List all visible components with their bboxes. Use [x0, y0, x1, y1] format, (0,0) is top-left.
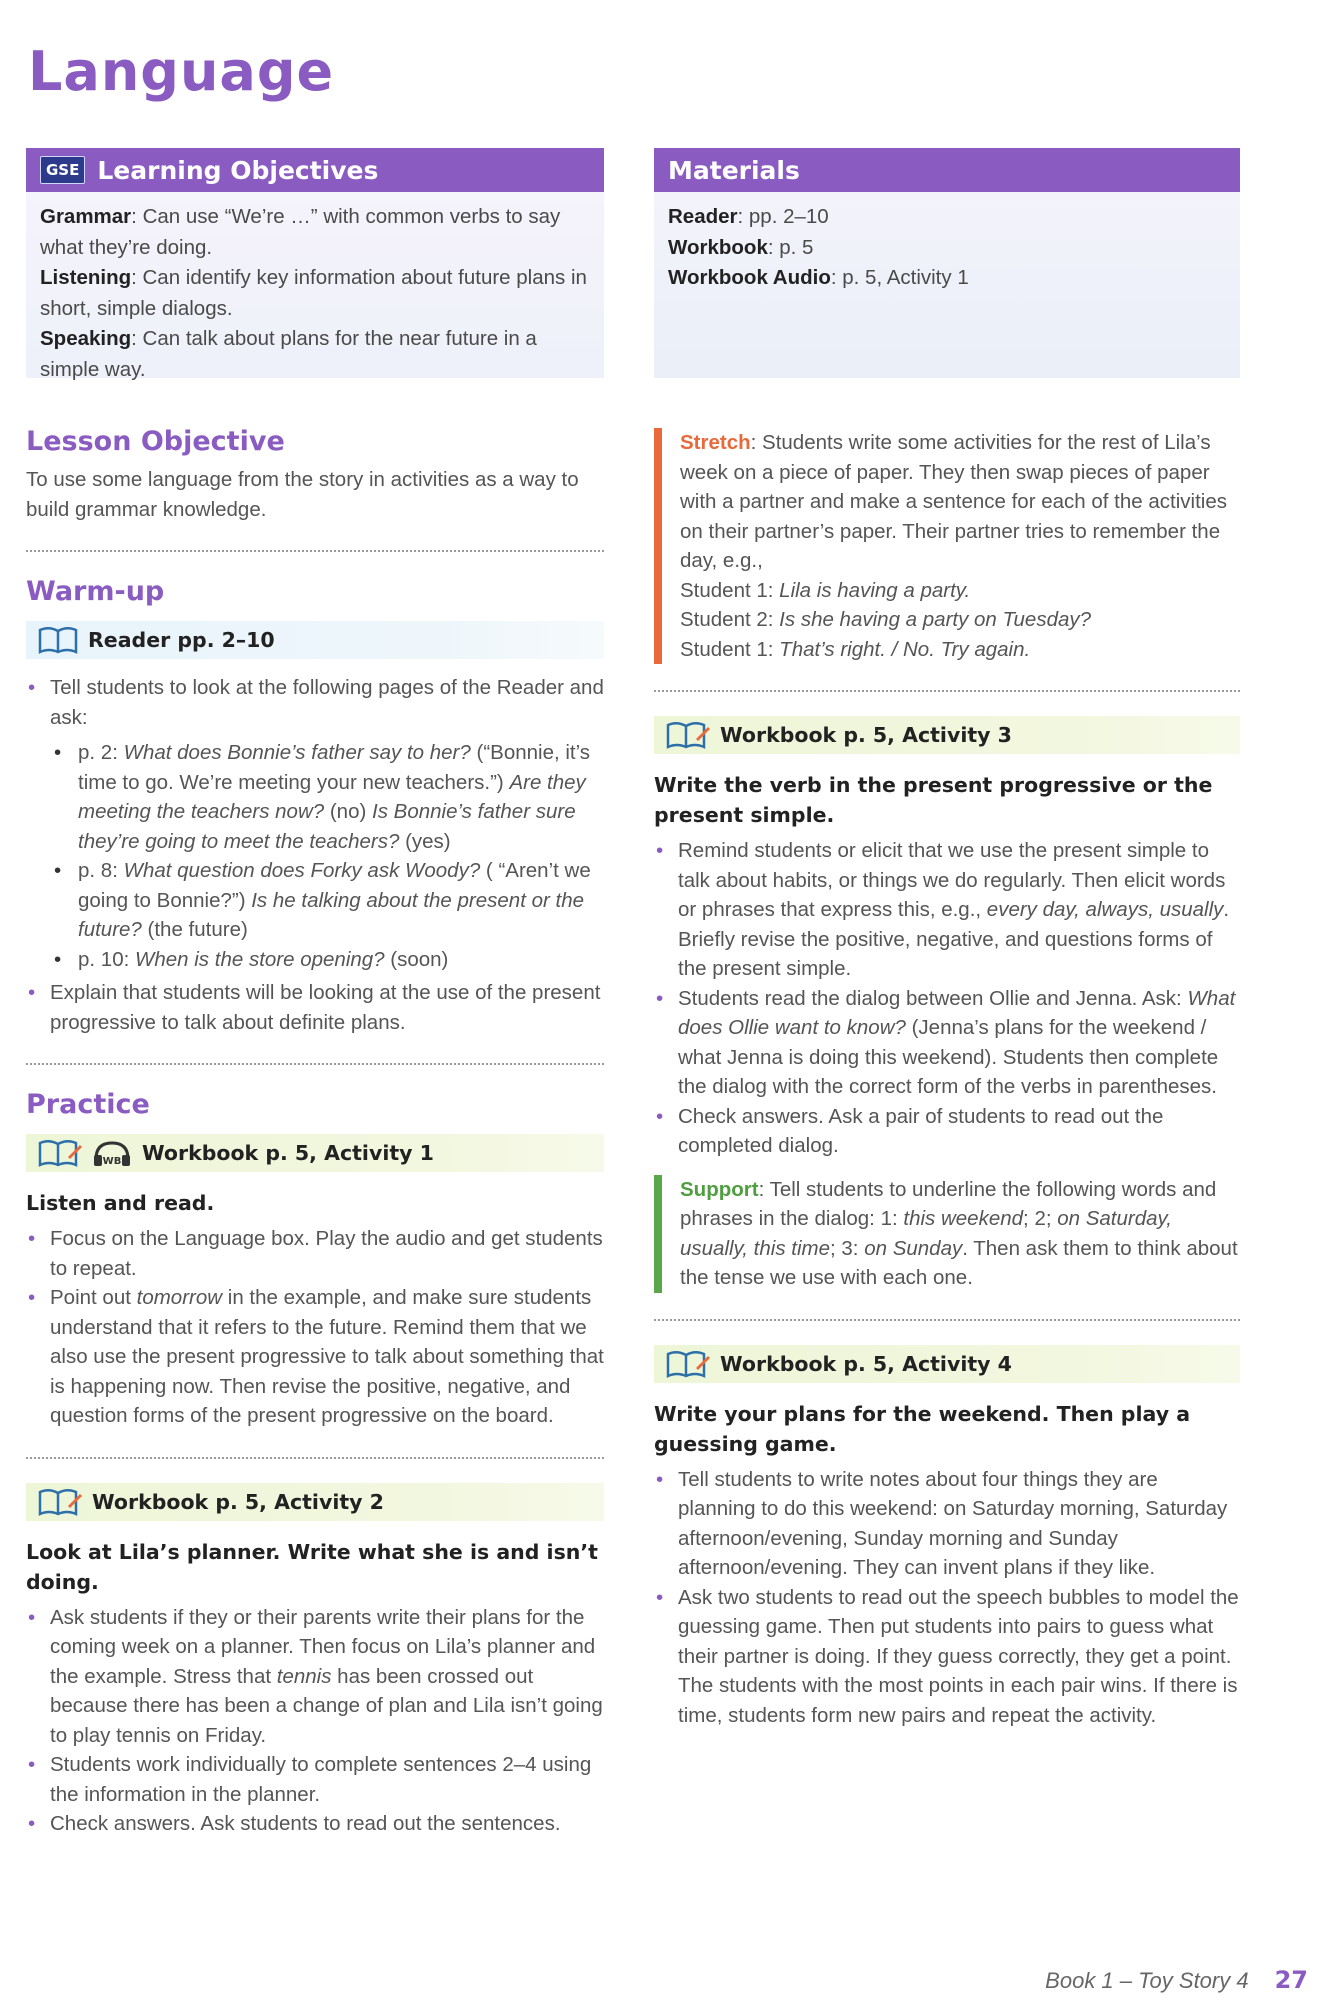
- activity1-list: [26, 1224, 604, 1431]
- objective-listening: Listening: Can identify key information about future plans in short, simple dialogs.: [40, 266, 587, 320]
- learning-objectives-body: [26, 192, 604, 381]
- list-item: • Point out tomorrow in the example, and make sure students understand that it refers to the future. Remind them that we also use the present progressive to talk about something that is happening now. Then revise the positive, negative, and question forms of the present progressive on the board.: [50, 1283, 604, 1431]
- workbook-activity4-bar: [654, 1345, 1240, 1383]
- divider: [26, 1457, 604, 1459]
- workbook-activity4-label: Workbook p. 5, Activity 4: [720, 1351, 1012, 1376]
- list-item: • Ask two students to read out the speech bubbles to model the guessing game. Then put students into pairs to guess what their partner is doing. If they guess correctly, they get a point. The students with the most points in each pair wins. If there is time, students form new pairs and repeat the activity.: [678, 1583, 1240, 1731]
- support-note: Support: Tell students to underline the following words and phrases in the dialog: 1: this weekend; 2; on Saturday, usually, this time; 3: on Sunday. Then ask them to think about the tense we use with each one.: [654, 1175, 1240, 1293]
- stretch-label: Stretch: [680, 431, 751, 454]
- reader-reference-label: Reader pp. 2–10: [88, 628, 275, 652]
- material-workbook-audio: Workbook Audio: p. 5, Activity 1: [668, 266, 969, 289]
- workbook-activity1-label: Workbook p. 5, Activity 1: [142, 1141, 434, 1165]
- warm-up-list: [26, 673, 604, 1037]
- book-icon: [38, 626, 78, 654]
- workbook-pencil-icon: [38, 1139, 82, 1167]
- materials-body: [654, 192, 1240, 378]
- list-item: • Check answers. Ask a pair of students to read out the completed dialog.: [678, 1102, 1240, 1161]
- stretch-note: Stretch: Students write some activities for the rest of Lila’s week on a piece of paper. They then swap pieces of paper with a partner and make a sentence for each of the activities on their partner’s paper. Their partner tries to remember the day, e.g., Student 1: Lila is having a party. Student 2: Is she having a party on Tuesday? Student 1: That’s right. / No. Try again.: [654, 428, 1240, 664]
- objective-speaking: Speaking: Can talk about plans for the near future in a simple way.: [40, 327, 537, 381]
- list-item: • Focus on the Language box. Play the audio and get students to repeat.: [50, 1224, 604, 1283]
- activity4-list: [654, 1465, 1240, 1731]
- activity3-instruction: Write the verb in the present progressive or the present simple.: [654, 773, 1213, 827]
- list-item: • Students work individually to complete sentences 2–4 using the information in the planner.: [50, 1750, 604, 1809]
- left-column: [26, 148, 604, 1839]
- materials-title: Materials: [668, 155, 800, 185]
- practice-title: Practice: [26, 1089, 150, 1120]
- lesson-objective-title: Lesson Objective: [26, 426, 285, 457]
- objective-grammar: Grammar: Can use “We’re …” with common verbs to say what they’re doing.: [40, 205, 561, 259]
- list-item: • Tell students to look at the following pages of the Reader and ask: • p. 2: What does Bonnie’s father say to her? (“Bonnie, it’s time to go. We’re meeting your new teachers.”) Are they meeting the teachers now? (no) Is Bonnie’s father sure they’re going to meet the teachers? (yes) • p. 8: What question does Forky ask Woody? ( “Aren’t we going to Bonnie?”) Is he talking about the present or the future? (the future) • p. 10: When is the store opening? (soon): [50, 673, 604, 974]
- learning-objectives-header: [26, 148, 604, 192]
- learning-objectives-box: [26, 148, 604, 381]
- materials-box: [654, 148, 1240, 378]
- material-workbook: Workbook: p. 5: [668, 235, 814, 259]
- page-title: Language: [28, 40, 335, 103]
- materials-header: [654, 148, 1240, 192]
- workbook-pencil-icon: [666, 721, 710, 749]
- gse-badge: GSE: [40, 156, 85, 184]
- lesson-objective-text: To use some language from the story in activities as a way to build grammar knowledge.: [26, 468, 579, 521]
- book-title: Book 1 – Toy Story 4: [1045, 1968, 1249, 1993]
- workbook-pencil-icon: [666, 1350, 710, 1378]
- list-item: • Remind students or elicit that we use the present simple to talk about habits, or things we do regularly. Then elicit words or phrases that express this, e.g., every day, always, usually. Briefly revise the positive, negative, and questions forms of the present simple.: [678, 836, 1240, 984]
- activity2-instruction: Look at Lila’s planner. Write what she is and isn’t doing.: [26, 1539, 598, 1594]
- activity4-instruction: Write your plans for the weekend. Then play a guessing game.: [654, 1401, 1191, 1456]
- audio-headphones-icon: [92, 1139, 132, 1167]
- divider: [654, 1319, 1240, 1321]
- divider: [654, 690, 1240, 692]
- sub-list: [50, 738, 604, 974]
- reader-reference-bar: [26, 621, 604, 659]
- page-footer: [1045, 1966, 1308, 1994]
- list-item: • p. 8: What question does Forky ask Woody? ( “Aren’t we going to Bonnie?”) Is he talking about the present or the future? (the future): [78, 856, 604, 945]
- material-reader: Reader: pp. 2–10: [668, 205, 829, 228]
- list-item: • Explain that students will be looking at the use of the present progressive to talk about definite plans.: [50, 978, 604, 1037]
- workbook-activity2-label: Workbook p. 5, Activity 2: [92, 1489, 384, 1514]
- right-column: [654, 148, 1240, 1730]
- activity1-instruction: Listen and read.: [26, 1191, 215, 1215]
- divider: [26, 1063, 604, 1065]
- list-item: • p. 10: When is the store opening? (soon): [78, 945, 604, 975]
- workbook-activity1-bar: [26, 1134, 604, 1172]
- workbook-activity2-bar: [26, 1483, 604, 1521]
- list-item: • p. 2: What does Bonnie’s father say to her? (“Bonnie, it’s time to go. We’re meeting your new teachers.”) Are they meeting the teachers now? (no) Is Bonnie’s father sure they’re going to meet the teachers? (yes): [78, 738, 604, 856]
- list-item: • Students read the dialog between Ollie and Jenna. Ask: What does Ollie want to know? (Jenna’s plans for the weekend / what Jenna is doing this weekend). Students then complete the dialog with the correct form of the verbs in parentheses.: [678, 984, 1240, 1102]
- page-number: 27: [1274, 1966, 1308, 1994]
- activity3-list: [654, 836, 1240, 1161]
- activity2-list: [26, 1603, 604, 1839]
- list-item: • Tell students to write notes about four things they are planning to do this weekend: on Saturday morning, Saturday afternoon/evening, Sunday morning and Sunday afternoon/evening. They can invent plans if they like.: [678, 1465, 1240, 1583]
- learning-objectives-title: Learning Objectives: [97, 155, 379, 185]
- support-label: Support: [680, 1177, 759, 1201]
- workbook-activity3-bar: [654, 716, 1240, 754]
- list-item: • Ask students if they or their parents write their plans for the coming week on a planner. Then focus on Lila’s planner and the example. Stress that tennis has been crossed out because there has been a change of plan and Lila isn’t going to play tennis on Friday.: [50, 1603, 604, 1751]
- divider: [26, 550, 604, 552]
- warm-up-title: Warm-up: [26, 576, 165, 607]
- svg-text:WB: WB: [102, 1156, 122, 1167]
- workbook-activity3-label: Workbook p. 5, Activity 3: [720, 723, 1012, 747]
- list-item: • Check answers. Ask students to read out the sentences.: [50, 1809, 604, 1839]
- workbook-pencil-icon: [38, 1488, 82, 1516]
